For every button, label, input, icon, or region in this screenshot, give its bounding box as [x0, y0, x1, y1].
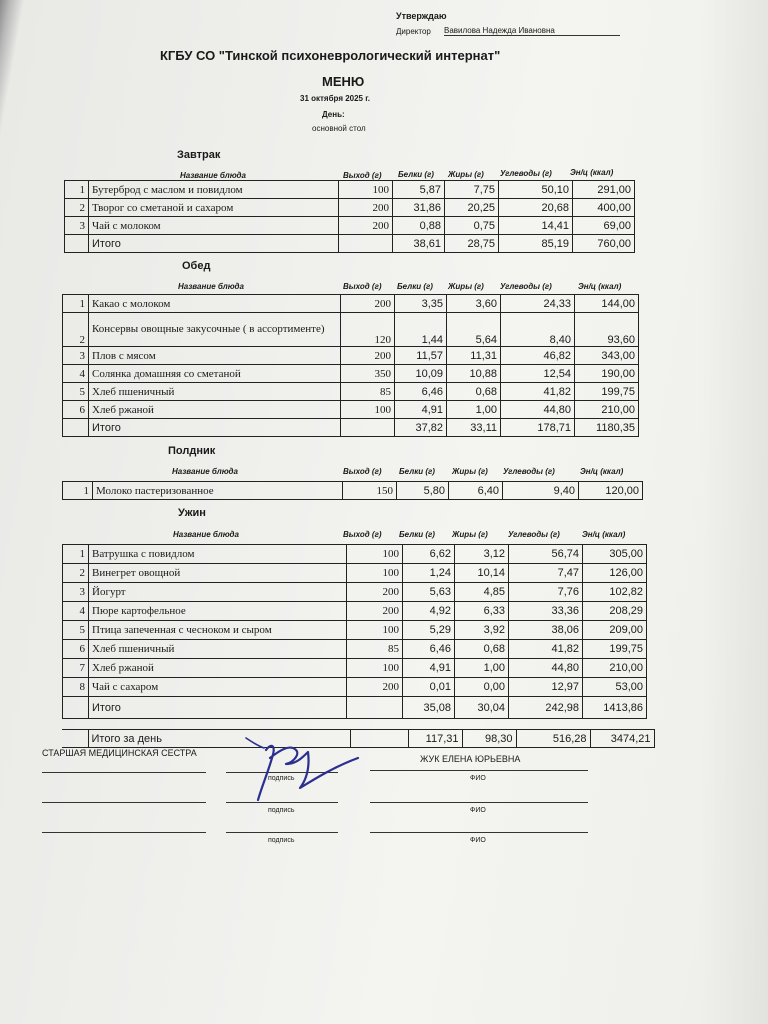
column-header-name: Название блюда: [178, 282, 244, 291]
dish-protein: 0,01: [403, 678, 455, 697]
dish-carbs: 41,82: [501, 383, 575, 401]
row-number: 1: [63, 482, 93, 500]
dish-name: Чай с молоком: [89, 217, 339, 235]
column-header-out: Выход (г): [343, 530, 382, 539]
dish-fat: 3,12: [455, 545, 509, 564]
dish-protein: 5,80: [397, 482, 449, 500]
dish-name: Чай с сахаром: [89, 678, 347, 697]
dish-out: 200: [347, 583, 403, 602]
dish-name: Плов с мясом: [89, 347, 341, 365]
day-total-energy: 3474,21: [590, 730, 654, 748]
dish-energy: 53,00: [583, 678, 647, 697]
dish-protein: 11,57: [395, 347, 447, 365]
column-header-out: Выход (г): [343, 171, 382, 180]
dish-energy: 291,00: [573, 181, 635, 199]
lunch-table: [62, 294, 639, 437]
dish-out: 100: [347, 621, 403, 640]
role-line: [42, 772, 206, 773]
dish-fat: 4,85: [455, 583, 509, 602]
signature-caption: подпись: [268, 775, 295, 782]
total-protein: 37,82: [395, 419, 447, 437]
dish-energy: 190,00: [575, 365, 639, 383]
row-number: 7: [63, 659, 89, 678]
total-carbs: 178,71: [501, 419, 575, 437]
dish-out: 200: [341, 347, 395, 365]
dish-out: 100: [347, 545, 403, 564]
name-line: [370, 802, 588, 803]
table-row: [63, 545, 647, 564]
column-header-out: Выход (г): [343, 282, 382, 291]
dish-carbs: 12,97: [509, 678, 583, 697]
row-number: 2: [63, 313, 89, 347]
dish-fat: 3,60: [447, 295, 501, 313]
column-header-fat: Жиры (г): [452, 530, 488, 539]
total-row: [65, 235, 635, 253]
table-row: [63, 659, 647, 678]
dish-energy: 343,00: [575, 347, 639, 365]
dish-fat: 0,00: [455, 678, 509, 697]
dish-energy: 69,00: [573, 217, 635, 235]
column-header-energy: Эн/ц (ккал): [570, 168, 614, 177]
menu-date: 31 октября 2025 г.: [300, 94, 370, 103]
column-header-carbs: Углеводы (г): [508, 530, 560, 539]
total-protein: 35,08: [403, 697, 455, 719]
table-row: [63, 401, 639, 419]
dish-out: 100: [347, 564, 403, 583]
total-energy: 760,00: [573, 235, 635, 253]
dish-protein: 10,09: [395, 365, 447, 383]
dish-energy: 126,00: [583, 564, 647, 583]
column-header-fat: Жиры (г): [448, 282, 484, 291]
total-fat: 28,75: [445, 235, 499, 253]
dish-carbs: 46,82: [501, 347, 575, 365]
section-title-snack: Полдник: [168, 445, 216, 457]
dish-out: 200: [341, 295, 395, 313]
dish-name: Ватрушка с повидлом: [89, 545, 347, 564]
column-header-fat: Жиры (г): [452, 467, 488, 476]
row-number: 5: [63, 383, 89, 401]
dish-protein: 1,24: [403, 564, 455, 583]
dish-fat: 0,68: [455, 640, 509, 659]
row-number: 2: [63, 564, 89, 583]
row-number: 6: [63, 401, 89, 419]
dish-energy: 93,60: [575, 313, 639, 347]
total-fat: 33,11: [447, 419, 501, 437]
day-total-carbs: 516,28: [516, 730, 590, 748]
dish-energy: 199,75: [583, 640, 647, 659]
dish-carbs: 50,10: [499, 181, 573, 199]
column-header-carbs: Углеводы (г): [503, 467, 555, 476]
name-line: [370, 832, 588, 833]
dish-out: 100: [341, 401, 395, 419]
dish-energy: 120,00: [579, 482, 643, 500]
dish-out: 200: [339, 199, 393, 217]
dish-name: Какао с молоком: [89, 295, 341, 313]
row-number: 3: [65, 217, 89, 235]
dish-out: 120: [341, 313, 395, 347]
total-carbs: 85,19: [499, 235, 573, 253]
table-row: [65, 199, 635, 217]
column-header-fat: Жиры (г): [448, 170, 484, 179]
dish-fat: 11,31: [447, 347, 501, 365]
signature-caption: подпись: [268, 807, 295, 814]
dish-name: Молоко пастеризованное: [93, 482, 343, 500]
dish-name: Творог со сметаной и сахаром: [89, 199, 339, 217]
dish-name: Солянка домашняя со сметаной: [89, 365, 341, 383]
signature-caption: подпись: [268, 837, 295, 844]
dish-protein: 4,92: [403, 602, 455, 621]
organization-title: КГБУ СО "Тинской психоневрологический интернат": [160, 48, 501, 63]
table-row: [63, 383, 639, 401]
table-row: [63, 678, 647, 697]
total-label: Итого: [89, 235, 339, 253]
dish-protein: 4,91: [403, 659, 455, 678]
dish-fat: 20,25: [445, 199, 499, 217]
dish-name: Хлеб ржаной: [89, 401, 341, 419]
dish-carbs: 12,54: [501, 365, 575, 383]
row-number: 1: [63, 295, 89, 313]
column-header-name: Название блюда: [173, 530, 239, 539]
day-total-fat: 98,30: [462, 730, 516, 748]
dish-protein: 5,63: [403, 583, 455, 602]
column-header-carbs: Углеводы (г): [500, 169, 552, 178]
column-header-protein: Белки (г): [397, 282, 433, 291]
snack-table: [62, 481, 643, 500]
dish-name: Бутерброд с маслом и повидлом: [89, 181, 339, 199]
dish-out: 100: [339, 181, 393, 199]
name-caption: ФИО: [470, 775, 486, 782]
total-fat: 30,04: [455, 697, 509, 719]
total-row: [63, 697, 647, 719]
dish-out: 85: [341, 383, 395, 401]
dish-out: 200: [339, 217, 393, 235]
dish-protein: 4,91: [395, 401, 447, 419]
total-protein: 38,61: [393, 235, 445, 253]
row-number: 3: [63, 347, 89, 365]
dish-out: 200: [347, 678, 403, 697]
director-label: Директор: [396, 27, 431, 36]
dish-carbs: 8,40: [501, 313, 575, 347]
page-title: МЕНЮ: [322, 74, 365, 89]
total-energy: 1413,86: [583, 697, 647, 719]
dish-energy: 144,00: [575, 295, 639, 313]
dish-carbs: 38,06: [509, 621, 583, 640]
total-label: Итого: [89, 419, 341, 437]
dish-name: Хлеб пшеничный: [89, 640, 347, 659]
dish-protein: 5,29: [403, 621, 455, 640]
name-caption: ФИО: [470, 807, 486, 814]
table-row: [65, 217, 635, 235]
dish-energy: 209,00: [583, 621, 647, 640]
column-header-protein: Белки (г): [398, 170, 434, 179]
dish-energy: 102,82: [583, 583, 647, 602]
dish-carbs: 33,36: [509, 602, 583, 621]
table-row: [65, 181, 635, 199]
total-row: [63, 419, 639, 437]
dish-name: Птица запеченная с чесноком и сыром: [89, 621, 347, 640]
total-energy: 1180,35: [575, 419, 639, 437]
section-title-lunch: Обед: [182, 260, 211, 272]
name-caption: ФИО: [470, 837, 486, 844]
table-row: [63, 365, 639, 383]
signer-name: ЖУК ЕЛЕНА ЮРЬЕВНА: [420, 754, 521, 764]
dish-protein: 31,86: [393, 199, 445, 217]
row-number: 3: [63, 583, 89, 602]
column-header-carbs: Углеводы (г): [500, 282, 552, 291]
dish-name: Консервы овощные закусочные ( в ассортименте): [89, 313, 341, 347]
dinner-table: [62, 544, 647, 719]
dish-name: Винегрет овощной: [89, 564, 347, 583]
day-total-label: Итого за день: [88, 730, 350, 748]
dish-protein: 6,46: [403, 640, 455, 659]
dish-protein: 3,35: [395, 295, 447, 313]
signer-role: СТАРШАЯ МЕДИЦИНСКАЯ СЕСТРА: [42, 748, 197, 758]
dish-energy: 305,00: [583, 545, 647, 564]
dish-fat: 6,40: [449, 482, 503, 500]
dish-fat: 0,75: [445, 217, 499, 235]
dish-carbs: 14,41: [499, 217, 573, 235]
dish-out: 85: [347, 640, 403, 659]
dish-name: Хлеб пшеничный: [89, 383, 341, 401]
dish-out: 200: [347, 602, 403, 621]
dish-protein: 0,88: [393, 217, 445, 235]
dish-out: 100: [347, 659, 403, 678]
dish-energy: 400,00: [573, 199, 635, 217]
dish-protein: 1,44: [395, 313, 447, 347]
table-row: [63, 313, 639, 347]
column-header-name: Название блюда: [172, 467, 238, 476]
approval-label: Утверждаю: [396, 11, 447, 21]
dish-energy: 199,75: [575, 383, 639, 401]
table-kind: основной стол: [312, 124, 366, 133]
dish-out: 350: [341, 365, 395, 383]
breakfast-table: [64, 180, 635, 253]
dish-fat: 5,64: [447, 313, 501, 347]
table-row: [63, 621, 647, 640]
dish-carbs: 7,76: [509, 583, 583, 602]
dish-protein: 6,46: [395, 383, 447, 401]
column-header-energy: Эн/ц (ккал): [582, 530, 626, 539]
row-number: 4: [63, 365, 89, 383]
dish-fat: 10,14: [455, 564, 509, 583]
role-line: [42, 802, 206, 803]
dish-carbs: 9,40: [503, 482, 579, 500]
role-line: [42, 832, 206, 833]
dish-out: 150: [343, 482, 397, 500]
row-number: 1: [65, 181, 89, 199]
column-header-protein: Белки (г): [399, 530, 435, 539]
dish-energy: 210,00: [583, 659, 647, 678]
page-shadow: [700, 0, 768, 1024]
dish-carbs: 24,33: [501, 295, 575, 313]
row-number: 5: [63, 621, 89, 640]
dish-name: Хлеб ржаной: [89, 659, 347, 678]
row-number: 8: [63, 678, 89, 697]
table-row: [63, 295, 639, 313]
total-label: Итого: [89, 697, 347, 719]
day-total-protein: 117,31: [408, 730, 462, 748]
name-line: [370, 770, 588, 771]
signature-line: [226, 832, 338, 833]
column-header-out: Выход (г): [343, 467, 382, 476]
dish-energy: 210,00: [575, 401, 639, 419]
row-number: 4: [63, 602, 89, 621]
dish-energy: 208,29: [583, 602, 647, 621]
section-title-breakfast: Завтрак: [177, 149, 221, 161]
column-header-protein: Белки (г): [399, 467, 435, 476]
handwritten-signature: [236, 728, 366, 810]
dish-protein: 6,62: [403, 545, 455, 564]
table-row: [63, 602, 647, 621]
table-row: [63, 583, 647, 602]
dish-fat: 3,92: [455, 621, 509, 640]
dish-carbs: 7,47: [509, 564, 583, 583]
row-number: 2: [65, 199, 89, 217]
dish-carbs: 44,80: [509, 659, 583, 678]
column-header-energy: Эн/ц (ккал): [580, 467, 624, 476]
dish-fat: 1,00: [455, 659, 509, 678]
section-title-dinner: Ужин: [178, 507, 206, 519]
dish-fat: 10,88: [447, 365, 501, 383]
column-header-name: Название блюда: [180, 171, 246, 180]
table-row: [63, 347, 639, 365]
day-label: День:: [322, 110, 345, 119]
dish-protein: 5,87: [393, 181, 445, 199]
director-name: Вавилова Надежда Ивановна: [444, 26, 620, 36]
row-number: 6: [63, 640, 89, 659]
dish-carbs: 20,68: [499, 199, 573, 217]
table-row: [63, 640, 647, 659]
dish-fat: 1,00: [447, 401, 501, 419]
dish-name: Пюре картофельное: [89, 602, 347, 621]
dish-fat: 0,68: [447, 383, 501, 401]
row-number: 1: [63, 545, 89, 564]
dish-name: Йогурт: [89, 583, 347, 602]
dish-fat: 7,75: [445, 181, 499, 199]
table-row: [63, 564, 647, 583]
dish-carbs: 41,82: [509, 640, 583, 659]
column-header-energy: Эн/ц (ккал): [578, 282, 622, 291]
dish-carbs: 44,80: [501, 401, 575, 419]
dish-carbs: 56,74: [509, 545, 583, 564]
table-row: [63, 482, 643, 500]
total-carbs: 242,98: [509, 697, 583, 719]
dish-fat: 6,33: [455, 602, 509, 621]
